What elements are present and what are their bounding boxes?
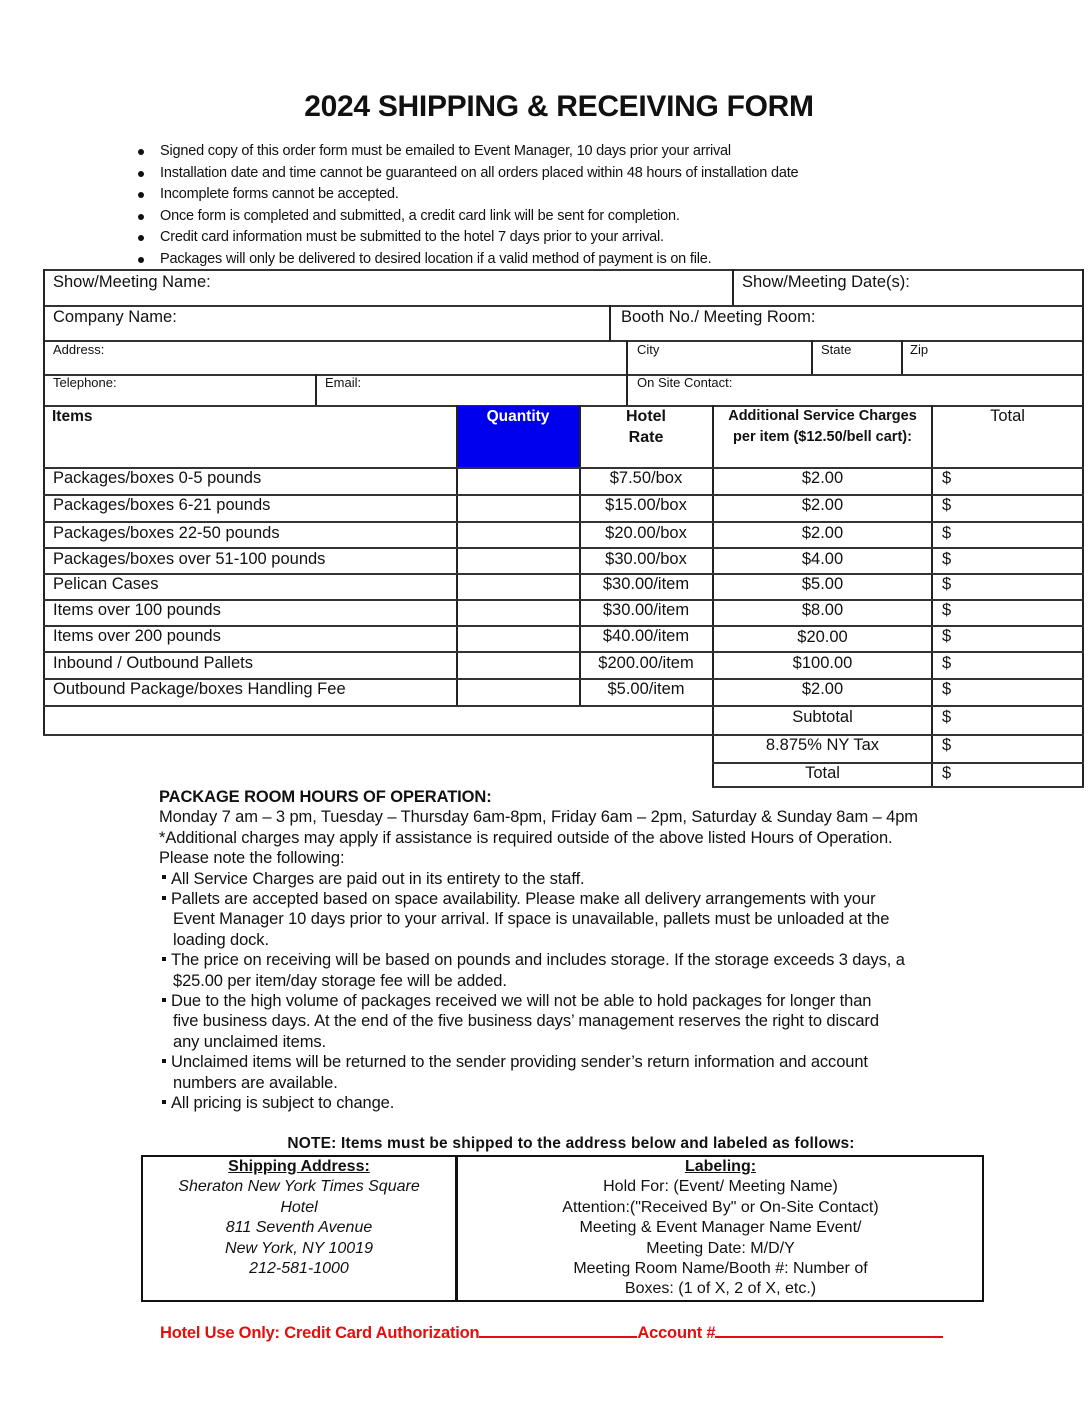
hotel-rate: $7.50/box [609,469,683,487]
instruction-item: Installation date and time cannot be guaranteed on all orders placed within 48 hours of installation date [134,164,894,186]
show-meeting-name-label: Show/Meeting Name: [53,273,211,291]
hotel-rate-header: Hotel Rate [626,408,666,446]
item-name: Packages/boxes over 51-100 pounds [53,550,326,568]
telephone-field[interactable] [43,375,315,405]
address-field[interactable] [43,341,626,374]
row-total[interactable]: $ [942,496,952,514]
email-field[interactable] [316,375,626,405]
hotel-use-only [160,1324,943,1343]
account-number-field[interactable] [715,1324,943,1338]
company-name-label: Company Name: [53,308,177,326]
show-meeting-dates-field[interactable] [733,270,1082,305]
note-item: All Service Charges are paid out in its entirety to the staff. [159,869,1009,889]
square-bullet-icon [162,1100,166,1104]
service-charge: $2.00 [801,469,844,487]
hotel-rate: $5.00/item [607,680,685,698]
show-meeting-dates-label: Show/Meeting Date(s): [742,273,910,291]
row-total[interactable]: $ [942,627,952,645]
state-field[interactable] [812,341,901,374]
item-name: Outbound Package/boxes Handling Fee [53,680,346,698]
hotel-rate: $15.00/box [605,496,687,514]
quantity-input[interactable] [458,601,578,624]
quantity-input[interactable] [458,549,578,572]
tax-label: 8.875% NY Tax [765,736,880,754]
service-charge: $2.00 [801,680,844,698]
note-item: All pricing is subject to change. [159,1093,1009,1113]
hotel-rate: $30.00/item [602,601,690,619]
item-name: Packages/boxes 6-21 pounds [53,496,271,514]
booth-meeting-room-label: Booth No./ Meeting Room: [621,308,816,326]
instruction-item: Signed copy of this order form must be emailed to Event Manager, 10 days prior your arrival [134,142,894,164]
cc-authorization-field[interactable] [479,1324,637,1338]
service-charge: $8.00 [801,601,844,619]
bullet-icon [138,257,144,263]
total-header: Total [990,407,1025,425]
item-name: Packages/boxes 22-50 pounds [53,524,280,542]
service-charge: $5.00 [801,575,844,593]
email-label: Email: [325,375,362,390]
item-name: Inbound / Outbound Pallets [53,654,253,672]
square-bullet-icon [162,875,166,879]
item-name: Pelican Cases [53,575,159,593]
quantity-header: Quantity [486,408,550,425]
page-title: 2024 SHIPPING & RECEIVING FORM [304,90,814,123]
note-item: Pallets are accepted based on space availability. Please make all delivery arrangements with your Event Manager 10 days prior to your arrival. If space is unavailable, pallets must be unloaded at the loading dock. [159,889,1009,950]
hours-title: PACKAGE ROOM HOURS OF OPERATION: [159,788,492,806]
subtotal-label: Subtotal [792,708,853,726]
zip-field[interactable] [902,341,1082,374]
hours-additional: *Additional charges may apply if assistance is required outside of the above listed Hours of Operation. [159,828,893,847]
quantity-input[interactable] [458,575,578,598]
city-label: City [637,342,660,357]
labeling-header: Labeling: [684,1158,757,1175]
item-name: Items over 100 pounds [53,601,221,619]
tax-value[interactable]: $ [942,736,952,754]
row-total[interactable]: $ [942,469,952,487]
bullet-icon [138,235,144,241]
row-total[interactable]: $ [942,680,952,698]
cc-authorization-label: Hotel Use Only: Credit Card Authorization [160,1324,480,1342]
city-field[interactable] [627,341,811,374]
grand-total-label: Total [805,764,840,782]
bullet-icon [138,214,144,220]
quantity-input[interactable] [458,653,578,677]
quantity-input[interactable] [458,680,578,704]
booth-meeting-room-field[interactable] [610,306,1082,340]
company-name-field[interactable] [43,306,609,340]
row-total[interactable]: $ [942,575,952,593]
service-charges-header: Additional Service Charges per item ($12.50/bell cart): [728,408,917,445]
row-total[interactable]: $ [942,601,952,619]
hours-schedule: Monday 7 am – 3 pm, Tuesday – Thursday 6am-8pm, Friday 6am – 2pm, Saturday & Sunday 8am – 4pm [159,808,918,827]
instruction-item: Packages will only be delivered to desired location if a valid method of payment is on file. [134,250,894,272]
shipping-address-header: Shipping Address: [228,1158,370,1175]
item-name: Packages/boxes 0-5 pounds [53,469,262,487]
service-charge: $100.00 [792,654,853,672]
note-item: Due to the high volume of packages received we will not be able to hold packages for longer than five business days. At the end of the five business days’ management reserves the right to discard any unclaimed items. [159,991,1009,1052]
quantity-input[interactable] [458,523,578,546]
row-total[interactable]: $ [942,550,952,568]
instruction-item: Once form is completed and submitted, a credit card link will be sent for completion. [134,207,894,229]
hours-of-operation [159,787,1009,1114]
hotel-rate: $200.00/item [598,654,694,672]
state-label: State [821,342,852,357]
square-bullet-icon [162,1059,166,1063]
square-bullet-icon [162,998,166,1002]
square-bullet-icon [162,957,166,961]
note-item: The price on receiving will be based on pounds and includes storage. If the storage exceeds 3 days, a $25.00 per item/day storage fee will be added. [159,950,1009,991]
quantity-input[interactable] [458,469,578,493]
divider [1082,269,1084,787]
instruction-item: Credit card information must be submitted to the hotel 7 days prior to your arrival. [134,228,894,250]
shipping-address: Shipping Address: Sheraton New York Times Square Hotel 811 Seventh Avenue New York, NY 10019 212-581-1000 [143,1157,455,1279]
bullet-icon [138,192,144,198]
item-name: Items over 200 pounds [53,627,221,645]
quantity-input[interactable] [458,496,578,520]
account-number-label: Account # [637,1324,716,1342]
on-site-contact-label: On Site Contact: [637,375,733,390]
note-item: Unclaimed items will be returned to the sender providing sender’s return information and account numbers are available. [159,1052,1009,1093]
shipping-info-box [141,1155,984,1302]
hotel-rate: $30.00/box [605,550,687,568]
zip-label: Zip [910,342,929,357]
on-site-contact-field[interactable] [627,375,1082,405]
bullet-icon [138,171,144,177]
address-label: Address: [53,342,105,357]
instruction-item: Incomplete forms cannot be accepted. [134,185,894,207]
service-charge: $4.00 [801,550,844,568]
labeling-instructions: Labeling: Hold For: (Event/ Meeting Name) Attention:("Received By" or On-Site Contact) Meeting & Event Manager Name Event/ Meeting Date: M/D/Y Meeting Room Name/Booth #: Number of Boxes: (1 of X, 2 of X, etc.) [457,1157,984,1300]
telephone-label: Telephone: [53,375,117,390]
show-meeting-name-field[interactable] [43,270,732,305]
hotel-rate: $40.00/item [602,627,690,645]
hours-note-intro: Please note the following: [159,849,345,868]
subtotal-value[interactable]: $ [942,708,952,726]
service-charge: $2.00 [801,496,844,514]
grand-total-value[interactable]: $ [942,764,952,782]
bullet-icon [138,149,144,155]
row-total[interactable]: $ [942,524,952,542]
square-bullet-icon [162,896,166,900]
hotel-rate: $30.00/item [602,575,690,593]
shipping-note: NOTE: Items must be shipped to the address below and labeled as follows: [287,1135,855,1152]
quantity-input[interactable] [458,627,578,650]
items-header: Items [52,408,93,425]
service-charge: $20.00 [797,628,848,646]
instructions-list [134,142,894,272]
row-total[interactable]: $ [942,654,952,672]
hotel-rate: $20.00/box [605,524,687,542]
service-charge: $2.00 [801,524,844,542]
